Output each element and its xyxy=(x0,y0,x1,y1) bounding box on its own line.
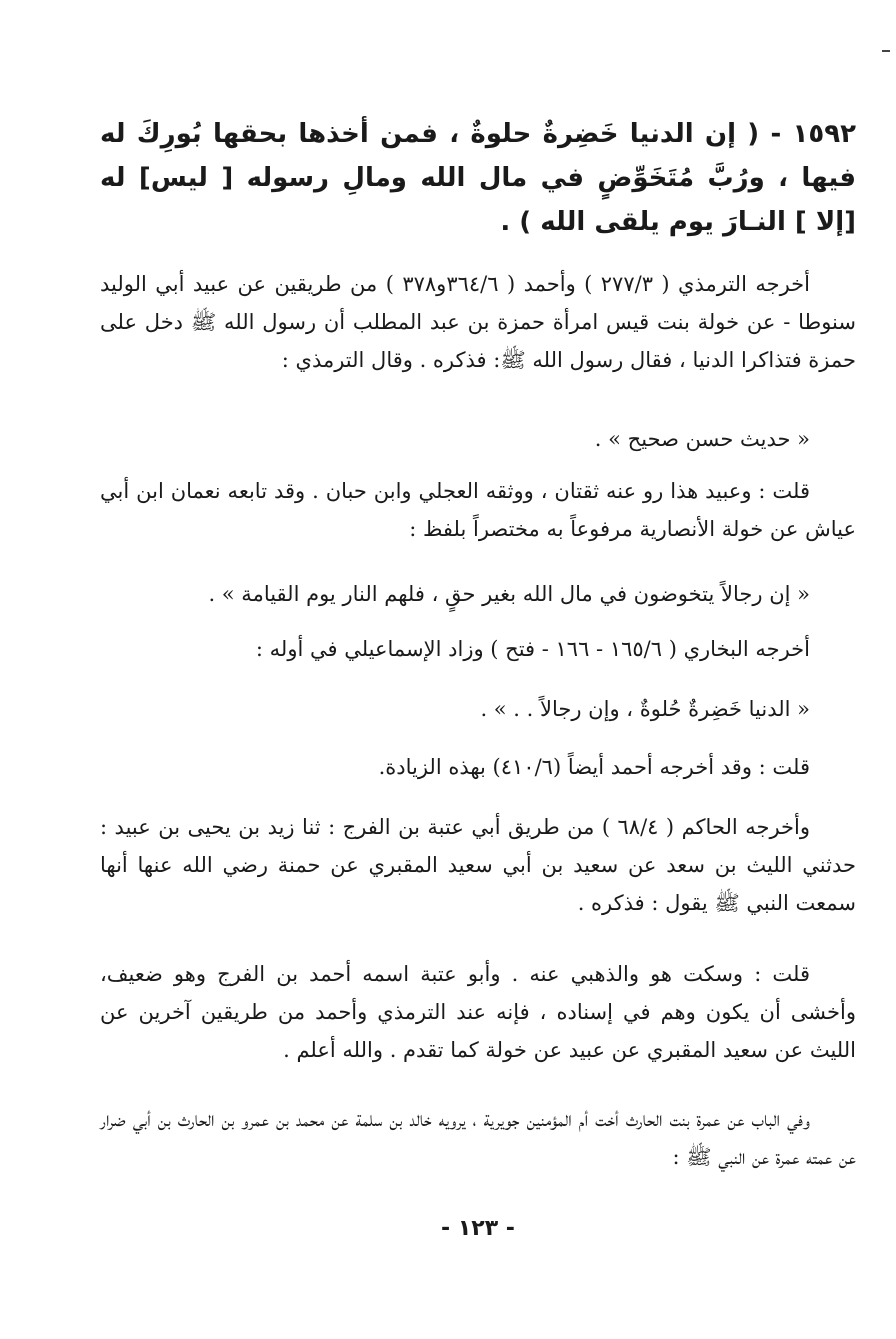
tirmidhi-grading-quote: « حديث حسن صحيح » . xyxy=(594,427,810,451)
commentary-paragraph: قلت : وعبيد هذا رو عنه ثقتان ، ووثقه العجلي وابن حبان . وقد تابعه نعمان ابن أبي عياش عن خولة الأنصارية مرفوعاً به مختصراً بلفظ : xyxy=(100,479,856,541)
further-chapter-paragraph: وفي الباب عن عمرة بنت الحارث أخت أم المؤمنين جويرية ، يرويه خالد بن سلمة عن محمد بن عمرو بن الحارث بن أبي ضرار عن عمته عمرة عن النبي ﷺ : xyxy=(100,1107,856,1169)
page-number: - ١٢٣ - xyxy=(441,1216,515,1241)
critique-paragraph: قلت : وسكت هو والذهبي عنه . وأبو عتبة اسمه أحمد بن الفرج وهو ضعيف، وأخشى أن يكون وهم في إسناده ، فإنه عند الترمذي وأحمد من طريقين آخرين عن الليث عن سعيد المقبري عن عبيد عن خولة كما تقدم . والله أعلم . xyxy=(100,962,856,1062)
scan-edge-mark xyxy=(882,50,890,52)
ahmad-reference: قلت : وقد أخرجه أحمد أيضاً (٤١٠/٦) بهذه الزيادة. xyxy=(378,755,810,779)
takhrij-paragraph: أخرجه الترمذي ( ٢٧٧/٣ ) وأحمد ( ٣٦٤/٦و٣٧٨ ) من طريقين عن عبيد أبي الوليد سنوطا - عن خولة بنت قيس امرأة حمزة بن عبد المطلب أن رسول الله ﷺ دخل على حمزة فتذاكرا الدنيا ، فقال رسول الله ﷺ: فذكره . وقال الترمذي : xyxy=(100,272,856,372)
bukhari-reference: أخرجه البخاري ( ١٦٥/٦ - ١٦٦ - فتح ) وزاد الإسماعيلي في أوله : xyxy=(255,637,810,661)
book-page xyxy=(100,0,856,1339)
narration-quote: « إن رجالاً يتخوضون في مال الله بغير حقٍ ، فلهم النار يوم القيامة » . xyxy=(208,582,810,606)
hakim-paragraph: وأخرجه الحاكم ( ٦٨/٤ ) من طريق أبي عتبة بن الفرج : ثنا زيد بن يحيى بن عبيد : حدثني الليث بن سعد عن سعيد بن أبي سعيد المقبري عن حمنة رضي الله عنها أنها سمعت النبي ﷺ يقول : فذكره . xyxy=(100,815,856,915)
hadith-text: ١٥٩٢ - ( إن الدنيا خَضِرةٌ حلوةٌ ، فمن أخذها بحقها بُورِكَ له فيها ، ورُبَّ مُتَخَوِّضٍ في مال الله ومالِ رسوله [ ليس] له [إلا ] النـارَ يوم يلقى الله ) . xyxy=(100,119,856,237)
ismaili-addition-quote: « الدنيا خَضِرةٌ حُلوةٌ ، وإن رجالاً . . » . xyxy=(480,697,810,721)
